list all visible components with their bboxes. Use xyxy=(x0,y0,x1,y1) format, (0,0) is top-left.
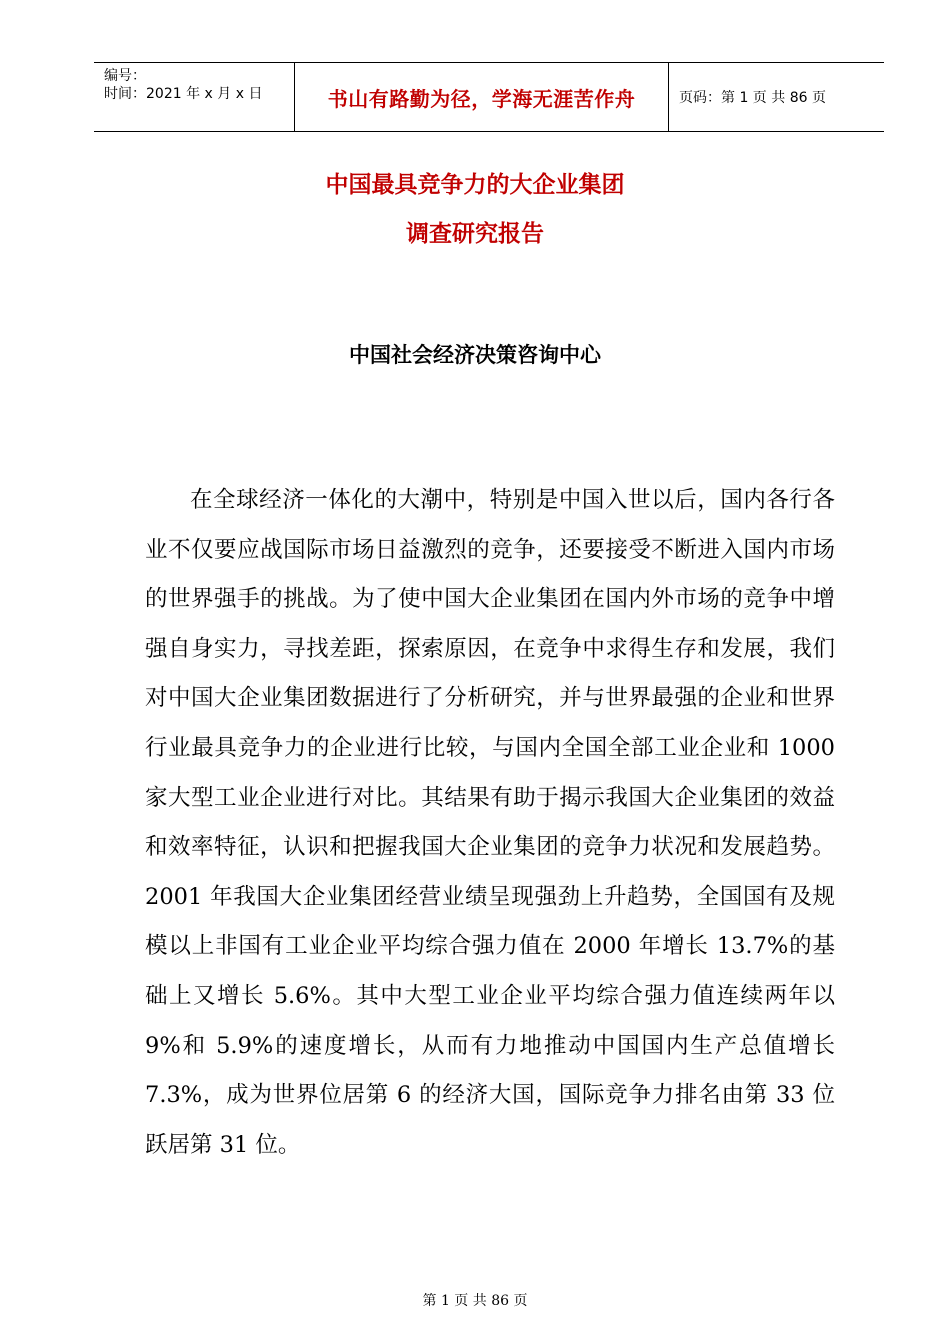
header-table xyxy=(94,62,884,132)
body-paragraph: 在全球经济一体化的大潮中，特别是中国入世以后，国内各行各业不仅要应战国际市场日益激烈的竞争，还要接受不断进入国内市场的世界强手的挑战。为了使中国大企业集团在国内外市场的竞争中增强自身实力，寻找差距，探索原因，在竞争中求得生存和发展，我们对中国大企业集团数据进行了分析研究，并与世界最强的企业和世界行业最具竞争力的企业进行比较，与国内全国全部工业企业和 1000 家大型工业企业进行对比。其结果有助于揭示我国大企业集团的效益和效率特征，认识和把握我国大企业集团的竞争力状况和发展趋势。2001 年我国大企业集团经营业绩呈现强劲上升趋势，全国国有及规模以上非国有工业企业平均综合强力值在 2000 年增长 13.7%的基础上又增长 5.6%。其中大型工业企业平均综合强力值连续两年以 9%和 5.9%的速度增长，从而有力地推动中国国内生产总值增长 7.3%，成为世界位居第 6 的经济大国，国际竞争力排名由第 33 位跃居第 31 位。 xyxy=(145,487,835,1158)
time-label: 时间：2021 年 x 月 x 日 xyxy=(104,86,263,102)
document-title-line1: 中国最具竞争力的大企业集团 xyxy=(325,172,625,198)
footer-page-number: 第 1 页 共 86 页 xyxy=(422,1293,528,1309)
motto-text: 书山有路勤为径，学海无涯苦作舟 xyxy=(327,86,636,111)
organization-name: 中国社会经济决策咨询中心 xyxy=(349,343,601,367)
header-motto-cell xyxy=(295,63,669,131)
header-page-cell xyxy=(669,63,884,131)
serial-number-label: 编号： xyxy=(104,68,146,84)
header-meta-cell xyxy=(94,63,295,131)
document-title-line2: 调查研究报告 xyxy=(406,221,544,247)
page-info-text: 页码：第 1 页 共 86 页 xyxy=(679,90,826,106)
